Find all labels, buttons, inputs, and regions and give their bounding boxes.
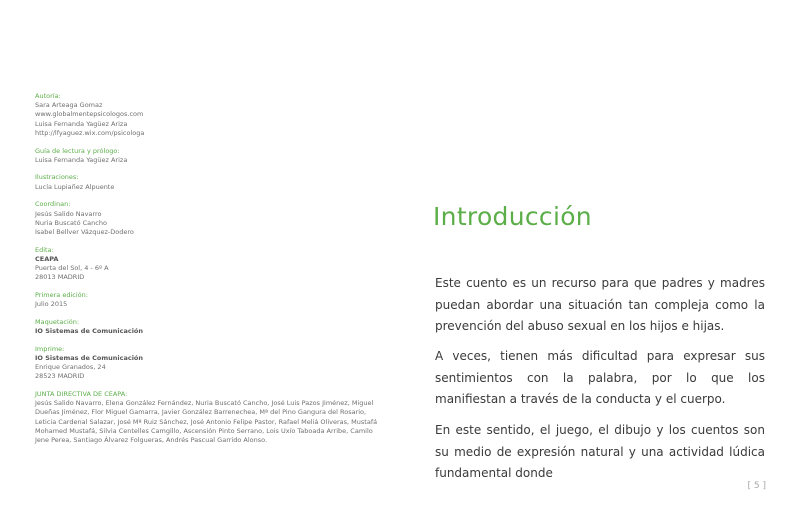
credit-line: Lucía Lupiañez Alpuente: [35, 182, 115, 191]
credit-line: 28523 MADRID: [35, 372, 85, 381]
credit-first-edition: [35, 291, 375, 309]
credit-line-bold: CEAPA: [35, 254, 59, 263]
credit-label: Edita:: [35, 245, 54, 254]
credit-layout: [35, 318, 375, 336]
credit-label: Primera edición:: [35, 290, 88, 299]
credit-label: Maquetación:: [35, 317, 80, 326]
credit-line: Puerta del Sol, 4 - 6º A: [35, 264, 109, 273]
intro-paragraph-1: Este cuento es un recurso para que padres y madres puedan abordar una situación tan compleja como la prevención del abuso sexual en los hijos e hijas.: [435, 276, 765, 333]
board-line: Mohamed Mustafá, Silvia Centelles Camgillo, Ascensión Pinto Serrano, Lois Uxío Taboada Arribe, Camilo: [35, 426, 373, 435]
credit-line-bold: IO Sistemas de Comunicación: [35, 353, 144, 362]
credit-board: [35, 390, 378, 445]
credit-line: Luisa Fernanda Yagüez Ariza: [35, 155, 128, 164]
credit-line: 28013 MADRID: [35, 273, 85, 282]
credit-label: Autoría:: [35, 92, 61, 100]
credit-label: Imprime:: [35, 344, 65, 353]
credit-coordination: [35, 200, 375, 237]
credit-line: www.globalmentepsicologos.com: [35, 110, 144, 119]
credit-line: http://lfyaguez.wix.com/psicologa: [35, 128, 145, 137]
credit-label: Ilustraciones:: [35, 173, 79, 182]
credit-line: Isabel Bellver Vázquez-Dodero: [35, 227, 134, 236]
credit-line: Nuria Buscató Cancho: [35, 218, 107, 227]
credit-printer: [35, 345, 375, 382]
credit-illustrations: [35, 173, 375, 191]
credit-guide: [35, 147, 375, 165]
page-number: [ 5 ]: [747, 481, 766, 491]
credit-authorship: [35, 92, 375, 138]
board-line: Jesús Salido Navarro, Elena González Fernández, Nuria Buscató Cancho, José Luis Pazos Jiménez, Miguel: [35, 399, 374, 408]
board-line: Leticia Cardenal Salazar, José Mª Ruiz Sánchez, José Antonio Felipe Pastor, Rafael Meliá Oliveras, Mustafá: [35, 417, 378, 426]
board-line: Jene Perea, Santiago Álvarez Folgueras, Andrés Pascual Garrido Alonso.: [35, 436, 268, 445]
credits-column: [35, 92, 378, 454]
intro-paragraph-2: A veces, tienen más dificultad para expresar sus sentimientos con la palabra, por lo que los manifiestan a través de la conducta y el cuerpo.: [435, 349, 765, 406]
page-title: Introducción: [433, 202, 592, 231]
credit-line-bold: IO Sistemas de Comunicación: [35, 327, 144, 336]
credit-label: Guía de lectura y prólogo:: [35, 146, 120, 155]
credit-publisher: [35, 246, 375, 283]
credit-line: Julio 2015: [35, 300, 68, 309]
board-line: Dueñas Jiménez, Flor Miguel Gamarra, Javier González Barrenechea, Mª del Pino Gangura del Rosario,: [35, 408, 367, 417]
credit-line: Enrique Granados, 24: [35, 363, 106, 372]
credit-label: JUNTA DIRECTIVA DE CEAPA:: [35, 390, 128, 399]
credit-label: Coordinan:: [35, 200, 71, 209]
credit-line: Jesús Salido Navarro: [35, 209, 102, 218]
credit-line: Sara Arteaga Gomaz: [35, 101, 103, 110]
intro-paragraph-3: En este sentido, el juego, el dibujo y los cuentos son su medio de expresión natural y una actividad lúdica fundamental donde: [435, 423, 765, 480]
credit-line: Luisa Fernanda Yagüez Ariza: [35, 119, 128, 128]
